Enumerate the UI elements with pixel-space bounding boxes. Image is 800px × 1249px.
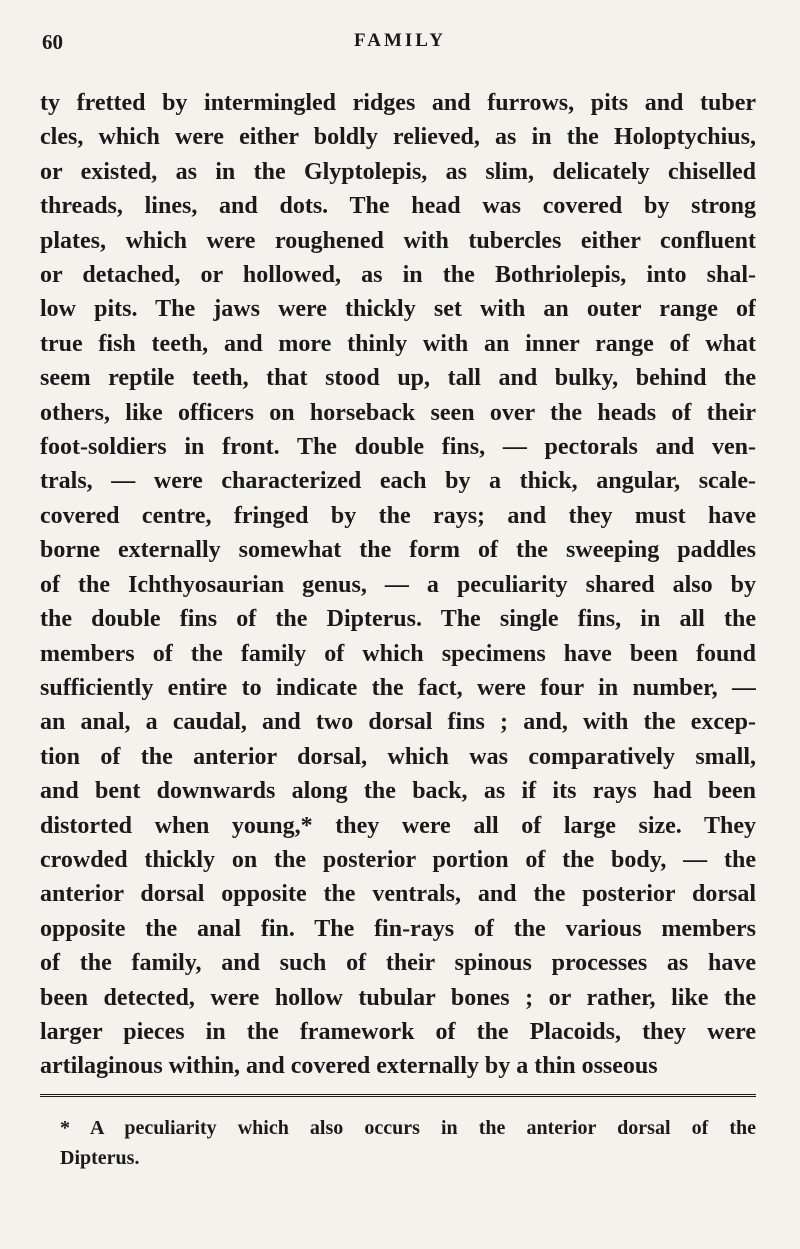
body-text-line: plates, which were roughened with tubercles either confluent <box>40 227 756 254</box>
body-text-line: tion of the anterior dorsal, which was comparatively small, <box>40 743 756 770</box>
running-title: FAMILY <box>354 30 446 51</box>
body-text-line: others, like officers on horseback seen over the heads of their <box>40 399 756 426</box>
body-text-line: of the Ichthyosaurian genus, — a peculiarity shared also by <box>40 571 756 598</box>
body-text-line: an anal, a caudal, and two dorsal fins ; and, with the excep- <box>40 709 756 736</box>
footnote <box>40 1113 770 1173</box>
page-number: 60 <box>42 30 63 54</box>
body-text-line: artilaginous within, and covered externally by a thin osseous <box>40 1053 658 1080</box>
body-text-line: true fish teeth, and more thinly with an inner range of what <box>40 330 756 357</box>
body-text-line: crowded thickly on the posterior portion of the body, — the <box>40 846 756 873</box>
body-text-line: cles, which were either boldly relieved, as in the Holoptychius, <box>40 124 756 151</box>
running-head <box>40 22 760 86</box>
body-text-line: anterior dorsal opposite the ventrals, and the posterior dorsal <box>40 881 756 908</box>
body-text-line: seem reptile teeth, that stood up, tall and bulky, behind the <box>40 365 756 392</box>
body-text-line: or existed, as in the Glyptolepis, as slim, delicately chiselled <box>40 158 756 185</box>
footnote-rule <box>40 1094 756 1099</box>
body-text-line: threads, lines, and dots. The head was covered by strong <box>40 193 756 220</box>
body-text-line: and bent downwards along the back, as if its rays had been <box>40 778 756 805</box>
body-text-line: ty fretted by intermingled ridges and furrows, pits and tuber <box>40 90 756 116</box>
footnote-line: Dipterus. <box>60 1146 140 1169</box>
body-text-line: low pits. The jaws were thickly set with an outer range of <box>40 296 756 323</box>
body-text-line: larger pieces in the framework of the Placoids, they were <box>40 1018 756 1045</box>
body-text-line: sufficiently entire to indicate the fact, were four in number, — <box>40 674 756 701</box>
body-text-line: covered centre, fringed by the rays; and they must have <box>40 502 756 529</box>
footnote-line: * A peculiarity which also occurs in the anterior dorsal of the <box>60 1116 756 1139</box>
body-paragraph <box>40 86 770 1084</box>
body-text-line: trals, — were characterized each by a thick, angular, scale- <box>40 468 756 495</box>
body-text-line: foot-soldiers in front. The double fins, — pectorals and ven- <box>40 434 756 461</box>
body-text-line: distorted when young,* they were all of large size. They <box>40 812 756 839</box>
body-text-line: been detected, were hollow tubular bones ; or rather, like the <box>40 984 756 1011</box>
body-text-line: or detached, or hollowed, as in the Bothriolepis, into shal- <box>40 262 756 289</box>
body-text-line: of the family, and such of their spinous processes as have <box>40 950 756 977</box>
body-text-line: opposite the anal fin. The fin-rays of the various members <box>40 915 756 942</box>
body-text-line: the double fins of the Dipterus. The single fins, in all the <box>40 606 756 633</box>
body-text-line: members of the family of which specimens have been found <box>40 640 756 667</box>
body-text-line: borne externally somewhat the form of the sweeping paddles <box>40 537 756 564</box>
